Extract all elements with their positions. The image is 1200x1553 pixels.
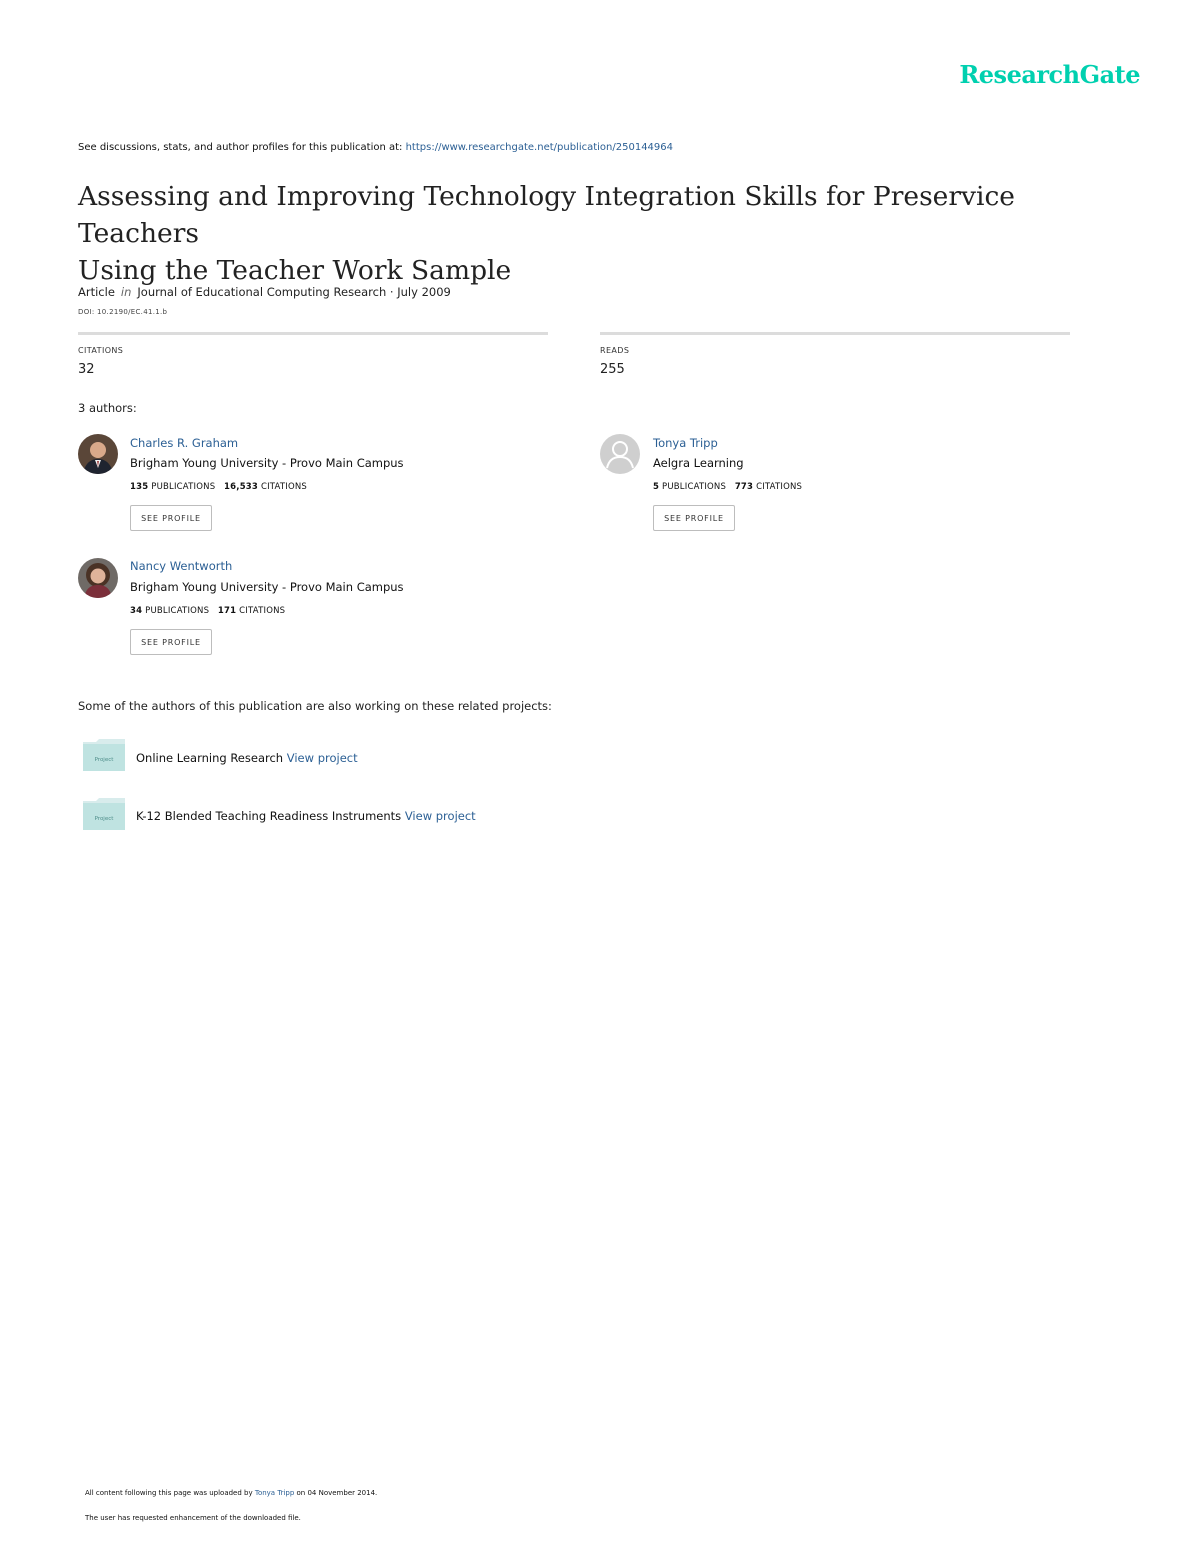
publication-meta [78,285,451,299]
project-name-2: K-12 Blended Teaching Readiness Instruments [136,809,402,823]
see-profile-button-2[interactable]: SEE PROFILE [653,505,735,531]
title-line-2: Using the Teacher Work Sample [78,255,512,286]
project-folder-icon [82,797,126,831]
author-institution-3: Brigham Young University - Provo Main Campus [130,580,404,594]
author-publications-label-3: PUBLICATIONS [145,606,210,616]
project-folder-icon [82,738,126,772]
publication-title [78,178,1138,289]
project-item-1 [136,751,358,765]
title-line-1: Assessing and Improving Technology Integration Skills for Preservice Teachers [78,181,1015,249]
author-citations-3: 171 [217,606,237,616]
author-publications-label-1: PUBLICATIONS [151,482,216,492]
uploader-link[interactable]: Tonya Tripp [254,1489,295,1497]
journal-name: Journal of Educational Computing Research · July 2009 [137,285,451,299]
author-institution-2: Aelgra Learning [653,456,744,470]
author-name-2[interactable]: Tonya Tripp [653,436,718,450]
author-institution-1: Brigham Young University - Provo Main Campus [130,456,404,470]
author-publications-3: 34 [130,606,143,616]
see-profile-button-3[interactable]: SEE PROFILE [130,629,212,655]
related-projects-intro: Some of the authors of this publication are also working on these related projects: [78,699,552,713]
publication-url-link[interactable]: https://www.researchgate.net/publication/250144964 [405,142,674,153]
author-publications-2: 5 [653,482,660,492]
enhancement-note: The user has requested enhancement of the downloaded file. [85,1514,301,1522]
author-name-3[interactable]: Nancy Wentworth [130,559,233,573]
uploaded-by-line [85,1489,377,1497]
divider-right [600,332,1070,335]
author-citations-label-2: CITATIONS [756,482,803,492]
researchgate-logo[interactable]: ResearchGate [959,60,1140,89]
project-name-1: Online Learning Research [136,751,284,765]
author-publications-label-2: PUBLICATIONS [662,482,727,492]
avatar-author-2[interactable] [600,434,640,474]
author-stats-3 [130,606,285,616]
see-discussions-text: See discussions, stats, and author profiles for this publication at: [78,142,403,153]
authors-count: 3 authors: [78,401,137,415]
see-profile-button-1[interactable]: SEE PROFILE [130,505,212,531]
author-citations-label-1: CITATIONS [260,482,308,492]
project-folder-label: Project [94,757,114,763]
avatar-author-3[interactable] [78,558,118,598]
reads-value: 255 [600,362,625,377]
avatar-photo-icon [78,558,118,598]
citations-value: 32 [78,362,95,377]
author-citations-2: 773 [734,482,754,492]
avatar-author-1[interactable] [78,434,118,474]
citations-label: CITATIONS [78,346,124,355]
uploaded-prefix: All content following this page was uploaded by [85,1489,253,1497]
uploaded-suffix: on 04 November 2014. [296,1489,378,1497]
avatar-photo-icon [78,434,118,474]
default-avatar-icon [600,434,640,474]
author-stats-2 [653,482,802,492]
in-word: in [120,285,132,299]
view-project-link-1[interactable]: View project [286,751,358,765]
project-item-2 [136,809,476,823]
see-discussions-line [78,142,673,153]
author-citations-1: 16,533 [224,482,259,492]
view-project-link-2[interactable]: View project [404,809,476,823]
author-citations-label-3: CITATIONS [239,606,286,616]
author-name-1[interactable]: Charles R. Graham [130,436,239,450]
article-type: Article [78,285,115,299]
author-stats-1 [130,482,307,492]
reads-label: READS [600,346,630,355]
author-publications-1: 135 [130,482,149,492]
project-folder-label: Project [94,816,114,822]
doi: DOI: 10.2190/EC.41.1.b [78,308,168,316]
divider-left [78,332,548,335]
